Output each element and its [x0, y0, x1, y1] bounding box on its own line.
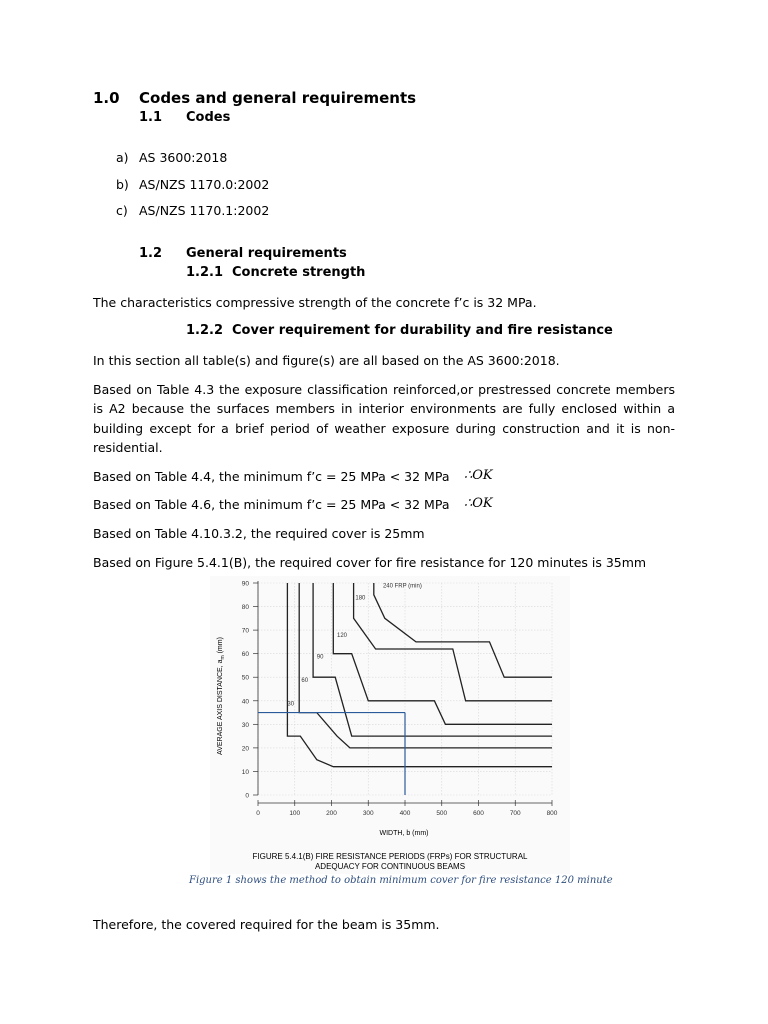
subsection-title: Codes [186, 110, 231, 125]
figure-title-line2: ADEQUACY FOR CONTINUOUS BEAMS [314, 862, 466, 871]
subsubsection-number: 1.2.2 [186, 323, 224, 338]
curve-label: 90 [316, 654, 324, 661]
list-item: AS/NZS 1170.1:2002 [139, 203, 270, 218]
y-tick-label: 80 [241, 604, 249, 612]
x-tick-label: 300 [362, 810, 374, 817]
x-tick-label: 700 [509, 810, 521, 817]
list-marker: c) [116, 203, 128, 218]
subsubsection-title: Cover requirement for durability and fire resistance [232, 323, 613, 338]
concrete-strength-text: The characteristics compressive strength of the concrete f’c is 32 MPa. [93, 295, 537, 310]
curve-label: 30 [287, 701, 295, 708]
curve-label: 240 FRP (min) [382, 583, 422, 590]
subsubsection-number: 1.2.1 [186, 265, 224, 280]
x-tick-label: 800 [546, 810, 558, 817]
section-title: Codes and general requirements [139, 89, 417, 107]
list-marker: b) [116, 177, 129, 192]
x-tick-label: 400 [399, 810, 411, 817]
list-marker: a) [116, 150, 129, 165]
y-tick-label: 40 [241, 698, 249, 706]
subsubsection-title: Concrete strength [232, 265, 366, 280]
curve-label: 180 [355, 595, 366, 602]
y-tick-label: 20 [241, 745, 249, 753]
check-line: Based on Table 4.4, the minimum f’c = 25 MPa < 32 MPa [93, 469, 450, 484]
check-line: Based on Table 4.6, the minimum f’c = 25 MPa < 32 MPa [93, 497, 450, 512]
y-tick-label: 60 [241, 651, 249, 659]
figure-caption: Figure 1 shows the method to obtain minimum cover for fire resistance 120 minute [189, 875, 613, 886]
exposure-paragraph: Based on Table 4.3 the exposure classification reinforced,or prestressed concrete members is A2 because the surfaces members in interior environments are fully enclosed within a building except for a brief period of weather exposure during construction and it is non-residential. [93, 382, 675, 455]
curve-label: 120 [337, 633, 348, 640]
subsection-title: General requirements [186, 246, 347, 261]
ok-result: ∴OK [464, 468, 493, 483]
y-tick-label: 30 [241, 721, 249, 729]
x-tick-label: 500 [436, 810, 448, 817]
intro-text: In this section all table(s) and figure(s) are all based on the AS 3600:2018. [93, 353, 560, 368]
x-tick-label: 100 [289, 810, 301, 817]
ok-result: ∴OK [464, 496, 493, 511]
conclusion-text: Therefore, the covered required for the beam is 35mm. [93, 917, 440, 932]
fire-resistance-text: Based on Figure 5.4.1(B), the required cover for fire resistance for 120 minutes is 35mm [93, 555, 647, 570]
y-tick-label: 90 [241, 580, 249, 588]
y-tick-label: 10 [241, 768, 249, 776]
list-item: AS/NZS 1170.0:2002 [139, 177, 270, 192]
figure-title-line1: FIGURE 5.4.1(B) FIRE RESISTANCE PERIODS (FRPs) FOR STRUCTURAL [252, 852, 528, 861]
x-tick-label: 200 [326, 810, 337, 817]
cover-text: Based on Table 4.10.3.2, the required cover is 25mm [93, 526, 425, 541]
y-tick-label: 0 [245, 792, 249, 800]
subsection-number: 1.2 [139, 246, 163, 261]
y-axis-label: AVERAGE AXIS DISTANCE, $a_m$ (mm) [217, 637, 226, 755]
x-tick-label: 600 [473, 810, 484, 817]
x-axis-label: WIDTH, b (mm) [379, 830, 429, 837]
x-tick-label: 0 [256, 810, 260, 817]
y-tick-label: 70 [241, 627, 249, 635]
subsection-number: 1.1 [139, 110, 163, 125]
fire-resistance-chart [210, 576, 570, 874]
y-tick-label: 50 [241, 674, 249, 682]
section-number: 1.0 [93, 89, 120, 107]
curve-label: 60 [301, 677, 309, 684]
list-item: AS 3600:2018 [139, 150, 228, 165]
